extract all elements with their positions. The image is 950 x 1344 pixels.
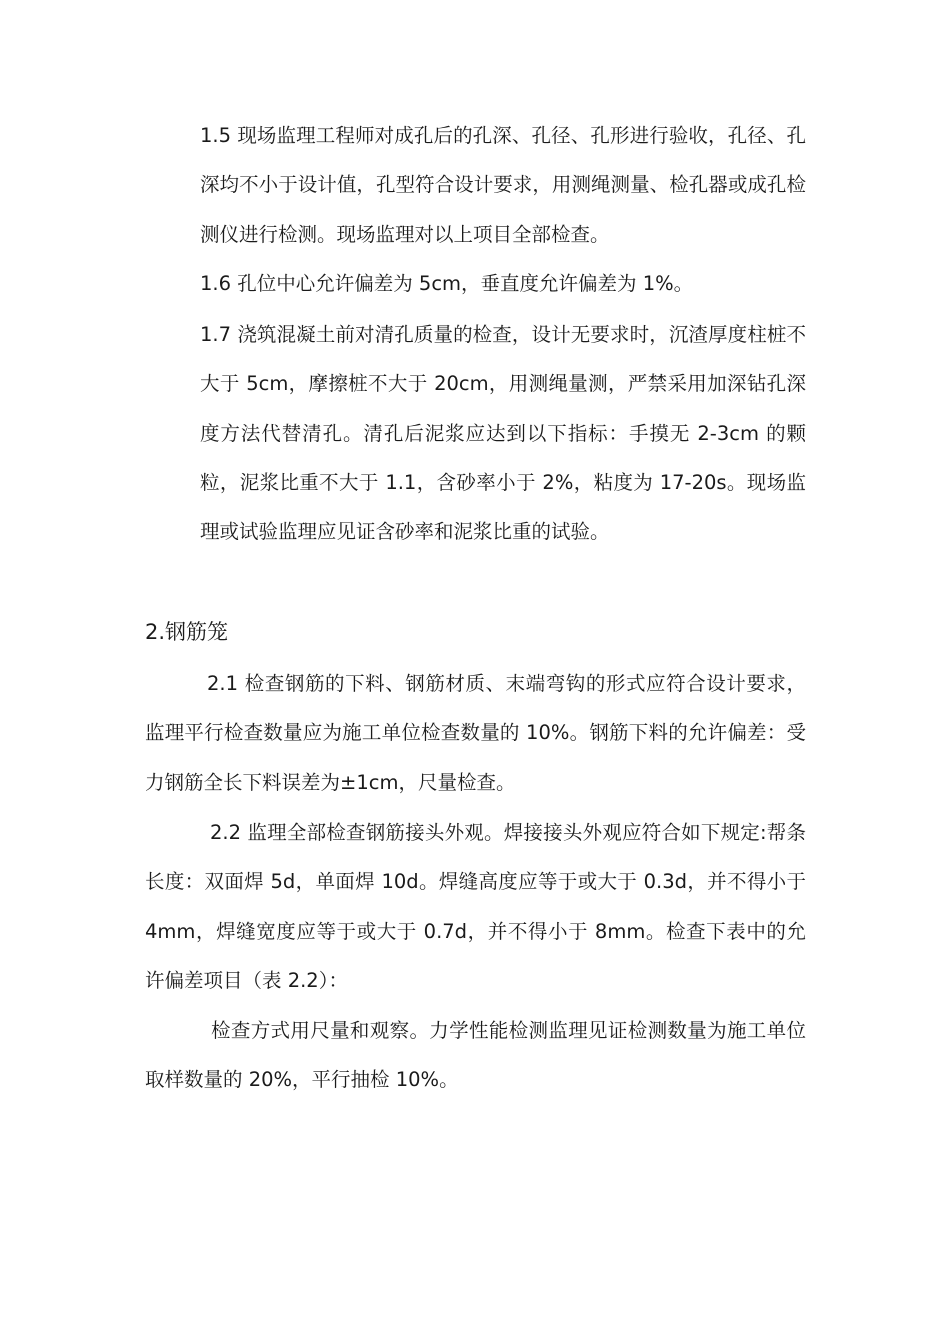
paragraph-1-6: 1.6 孔位中心允许偏差为 5cm，垂直度允许偏差为 1%。 xyxy=(200,272,694,295)
section-heading-rebar-cage: 2.钢筋笼 xyxy=(145,620,229,644)
paragraph-2-2: 2.2 监理全部检查钢筋接头外观。焊接接头外观应符合如下规定:帮条长度：双面焊 5d，单面焊 10d。焊缝高度应等于或大于 0.3d，并不得小于 4mm，焊缝宽度应等于或大于 0.7d，并不得小于 8mm。检查下表中的允许偏差项目（表 2.2）： xyxy=(145,821,806,992)
paragraph-1-7: 1.7 浇筑混凝土前对清孔质量的检查，设计无要求时，沉渣厚度柱桩不大于 5cm，摩擦桩不大于 20cm，用测绳量测，严禁采用加深钻孔深度方法代替清孔。清孔后泥浆应达到以下指标：手摸无 2-3cm 的颗粒，泥浆比重不大于 1.1，含砂率小于 2%，粘度为 17-20s。现场监理或试验监理应见证含砂率和泥浆比重的试验。 xyxy=(200,323,806,544)
paragraph-2-1: 2.1 检查钢筋的下料、钢筋材质、末端弯钩的形式应符合设计要求，监理平行检查数量应为施工单位检查数量的 10%。钢筋下料的允许偏差：受力钢筋全长下料误差为±1cm，尺量检查。 xyxy=(145,672,806,794)
paragraph-check-method: 检查方式用尺量和观察。力学性能检测监理见证检测数量为施工单位取样数量的 20%，平行抽检 10%。 xyxy=(145,1019,806,1092)
paragraph-1-5: 1.5 现场监理工程师对成孔后的孔深、孔径、孔形进行验收，孔径、孔深均不小于设计值，孔型符合设计要求，用测绳测量、检孔器或成孔检测仪进行检测。现场监理对以上项目全部检查。 xyxy=(200,124,806,246)
